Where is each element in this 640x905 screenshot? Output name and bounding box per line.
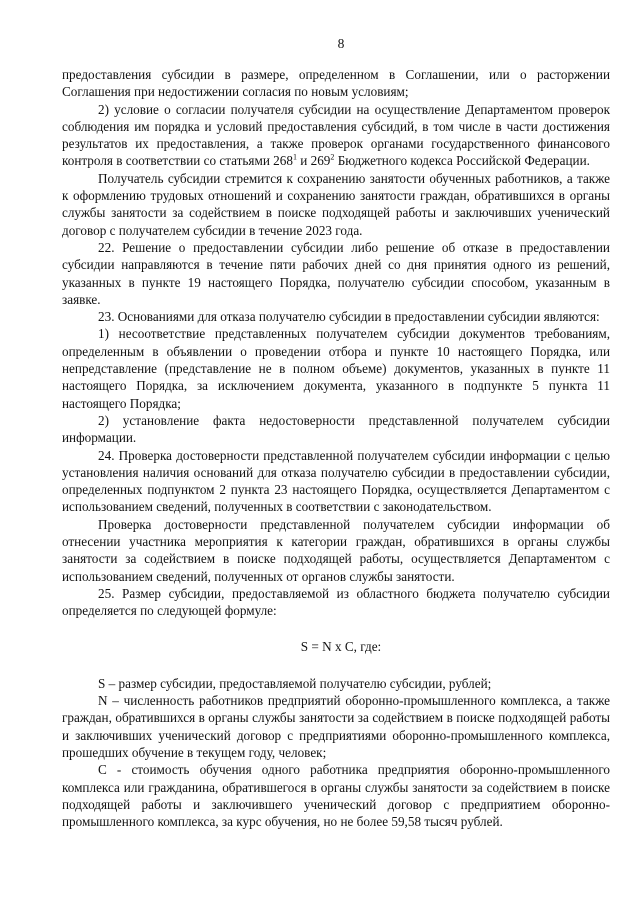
clause-2-text: 2) условие о согласии получателя субсидии на осуществление Департаментом проверок соблюдения им порядка и условий предоставления субсидий, в том числе в части достижения результатов их предоставления, а также проверок органами государственного финансового контроля в соответствии со статьями 268	[62, 101, 610, 169]
paragraph-section-24: 24. Проверка достоверности представленной получателем субсидии информации с целью установления наличия оснований для отказа получателю субсидии в предоставлении субсидии, определенных подпунктом 2 пункта 23 настоящего Порядка, осуществляется Департаментом с использованием сведений, полученных в соответствии с законодательством.	[62, 447, 610, 515]
formula-definition-c: С - стоимость обучения одного работника предприятия оборонно-промышленного комплекса или гражданина, обратившегося в органы службы занятости за содействием в поиске подходящей работы и заключившего ученический договор с предприятием оборонно-промышленного комплекса, за курс обучения, но не более 59,58 тысяч рублей.	[62, 762, 610, 830]
subsidy-formula: S = N x C, где:	[300, 638, 382, 654]
paragraph-section-23-item-1: 1) несоответствие представленных получателем субсидии документов требованиям, определенным в объявлении о проведении отбора и пункте 10 настоящего Порядка, или непредставление (представление не в полном объеме) документов, указанных в пункте 11 настоящего Порядка, за исключением документа, указанного в подпункте 5 пункта 11 настоящего Порядка;	[62, 326, 610, 411]
paragraph-employment: Получатель субсидии стремится к сохранению занятости обученных работников, а также к оформлению трудовых отношений и сохранению занятости граждан, обратившихся в органы службы занятости за содействием в поиске подходящей работы и заключивших ученический договор с получателем субсидии в течение 2023 года.	[62, 170, 610, 238]
paragraph-section-23: 23. Основаниями для отказа получателю субсидии в предоставлении субсидии являются:	[98, 309, 600, 325]
paragraph-section-23-item-2: 2) установление факта недостоверности представленной получателем субсидии информации.	[62, 412, 610, 446]
page-number: 8	[337, 36, 345, 51]
paragraph-section-25: 25. Размер субсидии, предоставляемой из областного бюджета получателю субсидии определяется по следующей формуле:	[62, 585, 610, 619]
paragraph-verification: Проверка достоверности представленной получателем субсидии информации об отнесении участника мероприятия к категории граждан, обратившихся в органы службы занятости за содействием в поиске подходящей работы, осуществляется Департаментом с использованием сведений, полученных от органов службы занятости.	[62, 516, 610, 584]
document-body	[62, 66, 610, 830]
formula-definition-n: N – численность работников предприятий оборонно-промышленного комплекса, а также граждан, обратившихся в органы службы занятости за содействием в поиске подходящей работы и заключивших ученический договор с предприятиями оборонно-промышленного комплекса, прошедших обучение в текущем году, человек;	[62, 693, 610, 760]
clause-2-end: Бюджетного кодекса Российской Федерации.	[334, 153, 590, 169]
footnote-sup-1: 1	[292, 153, 297, 163]
formula-definition-s: S – размер субсидии, предоставляемой получателю субсидии, рублей;	[98, 675, 492, 691]
clause-2-mid: и 269	[296, 153, 331, 169]
paragraph-continuation: предоставления субсидии в размере, определенном в Соглашении, или о расторжении Соглашения при недостижении согласия по новым условиям;	[62, 67, 610, 100]
footnote-sup-2: 2	[330, 153, 335, 163]
paragraph-clause-2-consent	[62, 101, 610, 170]
paragraph-section-22: 22. Решение о предоставлении субсидии либо решение об отказе в предоставлении субсидии направляются в течение пяти рабочих дней со дня принятия одного из решений, указанных в пункте 19 настоящего Порядка, получателю субсидии способом, указанным в заявке.	[62, 239, 610, 307]
